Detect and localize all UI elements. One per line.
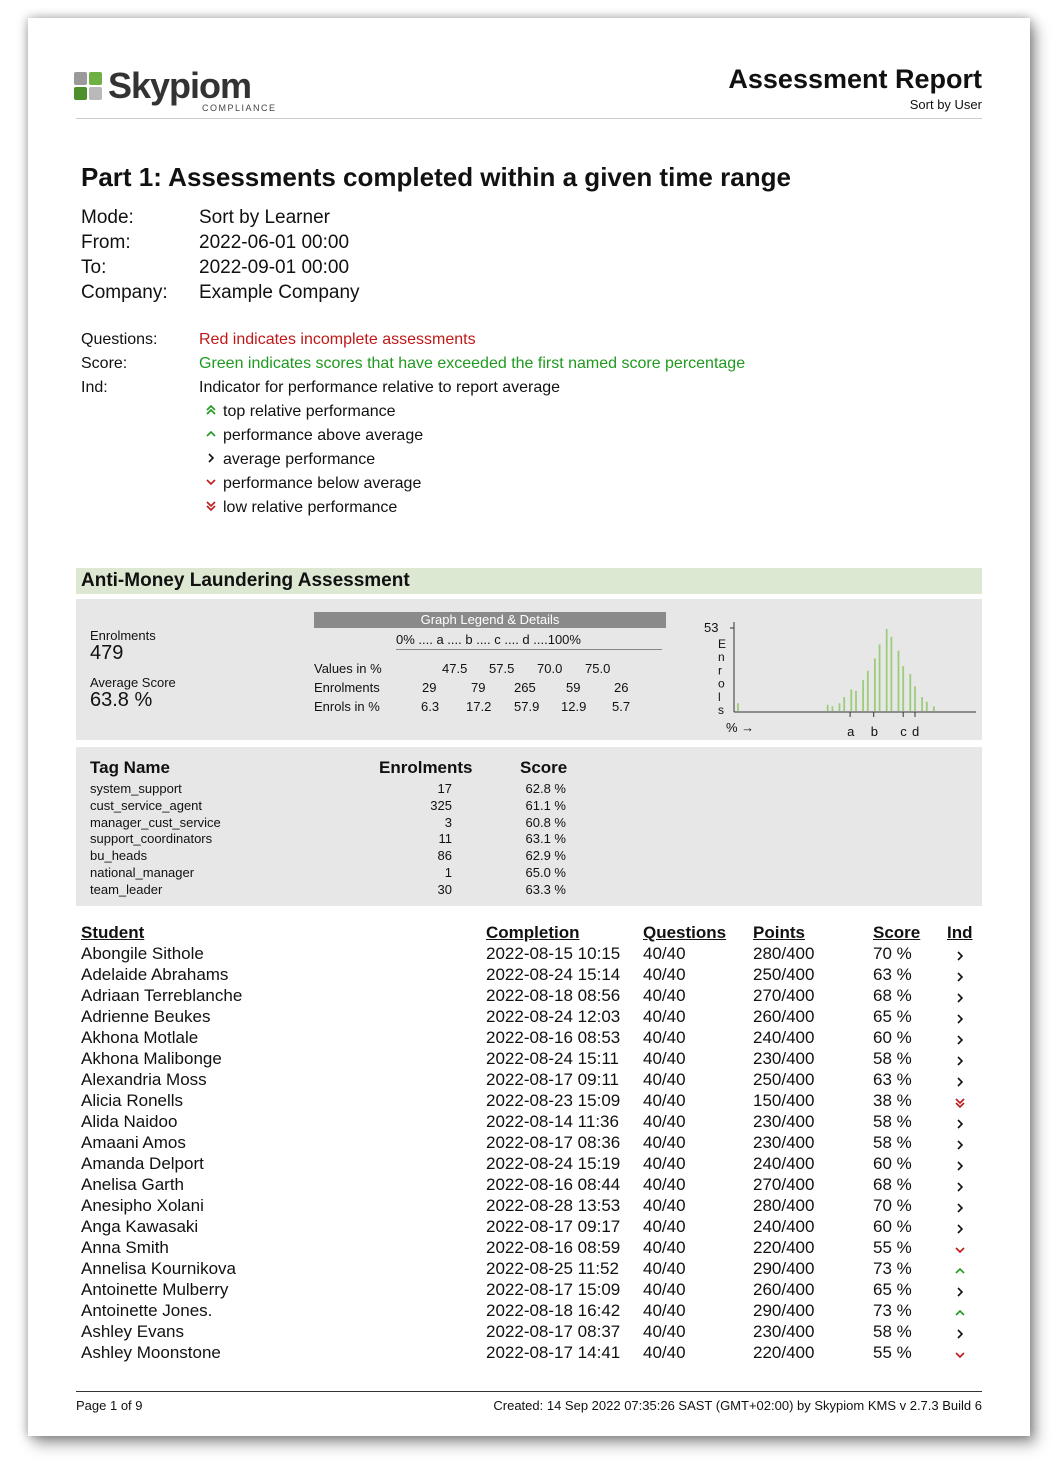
header-divider: [76, 118, 982, 119]
part-title: Part 1: Assessments completed within a given time range: [81, 162, 791, 192]
questions-value: 40/40: [643, 1196, 686, 1215]
completion-time: 2022-08-16 08:44: [486, 1175, 621, 1194]
completion-time: 2022-08-28 13:53: [486, 1196, 621, 1215]
score-value: 58 %: [873, 1322, 912, 1341]
completion-time: 2022-08-24 15:14: [486, 965, 621, 984]
assessment-title: Anti-Money Laundering Assessment: [81, 570, 410, 591]
points-value: 150/400: [753, 1091, 815, 1110]
avg-score-value: 63.8 %: [90, 689, 153, 711]
legend-cell: 17.2: [466, 699, 492, 714]
chart-marker-label: d: [912, 724, 920, 738]
col-header-score: Score: [873, 923, 921, 942]
chart-bar: [862, 680, 864, 711]
meta-row: [81, 232, 349, 254]
right-icon: [950, 1222, 970, 1239]
student-name: Adriaan Terreblanche: [81, 986, 243, 1005]
score-value: 60 %: [873, 1028, 912, 1047]
legend-row-label: Values in %: [314, 661, 382, 676]
chart-bar: [832, 706, 834, 711]
completion-time: 2022-08-25 11:52: [486, 1259, 619, 1278]
tag-enrolments: 1: [444, 865, 452, 880]
points-value: 220/400: [753, 1238, 815, 1257]
chart-bar: [898, 651, 900, 711]
questions-value: 40/40: [643, 1301, 686, 1320]
right-icon: [199, 452, 223, 467]
tag-name: manager_cust_service: [90, 814, 221, 830]
student-name: Annelisa Kournikova: [81, 1259, 236, 1278]
chart-marker-label: c: [900, 724, 907, 738]
down-icon: [199, 476, 223, 491]
score-value: 55 %: [873, 1343, 912, 1362]
indicator-row: [199, 427, 423, 445]
points-value: 230/400: [753, 1049, 815, 1068]
student-name: Ashley Moonstone: [81, 1343, 221, 1362]
legend-cell: 59: [566, 680, 581, 695]
tag-name: bu_heads: [90, 848, 148, 864]
right-icon: [950, 991, 970, 1008]
double-down-icon: [199, 500, 223, 515]
legend-value: Red indicates incomplete assessments: [199, 331, 476, 348]
legend-key: Score:: [81, 355, 128, 372]
score-value: 68 %: [873, 1175, 912, 1194]
legend-cell: 6.3: [421, 699, 440, 714]
brand-logo: [74, 65, 277, 113]
completion-time: 2022-08-24 15:19: [486, 1154, 621, 1173]
graph-legend-title: Graph Legend & Details: [314, 612, 666, 628]
indicator-row: [199, 403, 396, 421]
page-number: Page 1 of 9: [76, 1398, 143, 1413]
score-value: 65 %: [873, 1280, 912, 1299]
completion-time: 2022-08-17 08:37: [486, 1322, 621, 1341]
footer-divider: [76, 1391, 982, 1392]
right-icon: [950, 970, 970, 987]
legend-cell: 57.9: [514, 699, 540, 714]
questions-value: 40/40: [643, 1322, 686, 1341]
completion-time: 2022-08-17 14:41: [486, 1343, 621, 1362]
student-name: Adrienne Beukes: [81, 1007, 211, 1026]
down-icon: [950, 1348, 970, 1365]
up-icon: [950, 1264, 970, 1281]
tag-name: team_leader: [90, 881, 163, 897]
student-name: Ashley Evans: [81, 1322, 184, 1341]
points-value: 290/400: [753, 1259, 815, 1278]
student-name: Anesipho Xolani: [81, 1196, 204, 1215]
questions-value: 40/40: [643, 1133, 686, 1152]
score-value: 63 %: [873, 965, 912, 984]
points-value: 220/400: [753, 1343, 815, 1362]
chart-ylabel-letter: r: [718, 663, 722, 678]
score-value: 73 %: [873, 1301, 912, 1320]
legend-cell: 47.5: [442, 661, 468, 676]
legend-cell: 265: [514, 680, 536, 695]
tag-header-name: Tag Name: [90, 758, 170, 777]
points-value: 260/400: [753, 1280, 815, 1299]
questions-value: 40/40: [643, 965, 686, 984]
right-icon: [950, 1138, 970, 1155]
points-value: 290/400: [753, 1301, 815, 1320]
tag-name: cust_service_agent: [90, 797, 203, 813]
meta-key: Company:: [81, 282, 168, 303]
questions-value: 40/40: [643, 1112, 686, 1131]
legend-cell: 5.7: [612, 699, 631, 714]
report-page: [28, 18, 1030, 1436]
down-icon: [950, 1243, 970, 1260]
col-header-completion: Completion: [486, 923, 580, 942]
questions-value: 40/40: [643, 1007, 686, 1026]
indicator-row: [199, 499, 397, 517]
chart-marker-label: b: [870, 724, 878, 738]
legend-cell: 57.5: [489, 661, 515, 676]
logo-icon: [74, 72, 104, 106]
tag-score: 62.9 %: [525, 848, 566, 864]
chart-bar: [874, 658, 876, 711]
chart-ymax-label: 53: [704, 620, 719, 635]
meta-key: Mode:: [81, 207, 134, 228]
chart-xlabel: % →: [726, 720, 755, 735]
student-name: Anga Kawasaki: [81, 1217, 199, 1236]
tag-score: 60.8 %: [525, 814, 566, 830]
student-name: Abongile Sithole: [81, 944, 204, 963]
completion-time: 2022-08-23 15:09: [486, 1091, 621, 1110]
meta-value: Example Company: [199, 282, 360, 303]
student-name: Akhona Motlale: [81, 1028, 199, 1047]
legend-cell: 29: [422, 680, 437, 695]
meta-row: [81, 207, 330, 229]
points-value: 270/400: [753, 1175, 815, 1194]
chart-bar: [839, 703, 841, 711]
completion-time: 2022-08-16 08:59: [486, 1238, 621, 1257]
legend-row-label: Enrolments: [314, 680, 380, 695]
completion-time: 2022-08-24 12:03: [486, 1007, 621, 1026]
chart-bar: [914, 686, 916, 711]
student-name: Alexandria Moss: [81, 1070, 207, 1089]
student-name: Adelaide Abrahams: [81, 965, 229, 984]
completion-time: 2022-08-18 08:56: [486, 986, 621, 1005]
indicator-row: [199, 451, 375, 469]
tag-enrolments: 30: [437, 881, 452, 897]
score-value: 58 %: [873, 1049, 912, 1068]
meta-value: 2022-09-01 00:00: [199, 257, 350, 278]
legend-cell: 26: [614, 680, 629, 695]
score-value: 70 %: [873, 1196, 912, 1215]
points-value: 280/400: [753, 1196, 815, 1215]
questions-value: 40/40: [643, 1238, 686, 1257]
questions-value: 40/40: [643, 1091, 686, 1110]
chart-bar: [886, 629, 888, 711]
chart-ylabel-letter: E: [718, 637, 727, 651]
legend-cell: 70.0: [537, 661, 563, 676]
chart-ylabel-letter: o: [718, 676, 725, 691]
completion-time: 2022-08-15 10:15: [486, 944, 621, 963]
score-value: 73 %: [873, 1259, 912, 1278]
legend-cell: 75.0: [585, 661, 611, 676]
legend-row: [81, 355, 745, 373]
questions-value: 40/40: [643, 1343, 686, 1362]
tag-enrolments: 3: [444, 814, 452, 830]
points-value: 230/400: [753, 1133, 815, 1152]
points-value: 250/400: [753, 1070, 815, 1089]
student-name: Alida Naidoo: [81, 1112, 178, 1131]
points-value: 240/400: [753, 1154, 815, 1173]
tag-name: system_support: [90, 781, 182, 796]
student-name: Antoinette Mulberry: [81, 1280, 229, 1299]
legend-row: [81, 331, 476, 349]
double-down-icon: [950, 1096, 970, 1113]
col-header-student: Student: [81, 923, 145, 942]
right-icon: [950, 1159, 970, 1176]
tag-name: national_manager: [90, 865, 195, 880]
avg-score-label: Average Score: [90, 675, 176, 690]
right-icon: [950, 1075, 970, 1092]
questions-value: 40/40: [643, 1028, 686, 1047]
student-name: Anna Smith: [81, 1238, 169, 1257]
meta-row: [81, 282, 360, 304]
tag-enrolments: 86: [437, 848, 452, 864]
score-value: 58 %: [873, 1112, 912, 1131]
legend-row-label: Enrols in %: [314, 699, 380, 714]
up-icon: [950, 1306, 970, 1323]
meta-value: Sort by Learner: [199, 207, 330, 228]
legend-cell: 79: [471, 680, 486, 695]
completion-time: 2022-08-18 16:42: [486, 1301, 621, 1320]
right-icon: [950, 1285, 970, 1302]
questions-value: 40/40: [643, 1280, 686, 1299]
completion-time: 2022-08-17 15:09: [486, 1280, 621, 1299]
tag-score: 63.3 %: [525, 881, 566, 897]
tag-score: 63.1 %: [525, 831, 566, 847]
score-value: 58 %: [873, 1133, 912, 1152]
tag-enrolments: 17: [437, 781, 452, 796]
score-value: 60 %: [873, 1154, 912, 1173]
double-up-icon: [199, 404, 223, 419]
distribution-chart: [698, 602, 978, 738]
points-value: 250/400: [753, 965, 815, 984]
legend-key: Questions:: [81, 331, 158, 348]
col-header-points: Points: [753, 923, 805, 942]
right-icon: [950, 1180, 970, 1197]
brand-name: Skypiom: [108, 65, 252, 106]
questions-value: 40/40: [643, 1049, 686, 1068]
right-icon: [950, 1012, 970, 1029]
tag-score: 65.0 %: [525, 865, 566, 880]
up-icon: [199, 428, 223, 443]
chart-bar: [867, 671, 869, 711]
chart-bar: [827, 705, 829, 711]
student-name: Alicia Ronells: [81, 1091, 184, 1110]
indicator-label: performance below average: [223, 475, 422, 492]
indicator-label: top relative performance: [223, 403, 396, 420]
points-value: 230/400: [753, 1112, 815, 1131]
legend-row: [81, 379, 560, 397]
tag-enrolments: 11: [438, 831, 452, 847]
chart-bar: [850, 689, 852, 711]
enrolments-value: 479: [90, 642, 124, 664]
legend-value: Indicator for performance relative to report average: [199, 379, 561, 396]
chart-bar: [921, 697, 923, 711]
score-value: 63 %: [873, 1070, 912, 1089]
score-value: 70 %: [873, 944, 912, 963]
tag-score: 61.1 %: [525, 797, 566, 813]
legend-key: Ind:: [81, 379, 108, 396]
chart-bar: [879, 644, 881, 711]
right-icon: [950, 1201, 970, 1218]
score-value: 68 %: [873, 986, 912, 1005]
indicator-label: performance above average: [223, 427, 424, 444]
completion-time: 2022-08-16 08:53: [486, 1028, 621, 1047]
score-value: 38 %: [873, 1091, 912, 1110]
enrolments-label: Enrolments: [90, 628, 156, 643]
legend-scale: 0% .... a .... b .... c .... d ....100%: [396, 632, 581, 647]
tag-header-enrolments: Enrolments: [379, 758, 473, 777]
student-name: Antoinette Jones.: [81, 1301, 213, 1320]
meta-key: To:: [81, 257, 107, 278]
right-icon: [950, 1054, 970, 1071]
meta-key: From:: [81, 232, 131, 253]
questions-value: 40/40: [643, 1070, 686, 1089]
indicator-label: average performance: [223, 451, 376, 468]
report-title: Assessment Report: [728, 64, 982, 94]
chart-bar: [902, 666, 904, 711]
completion-time: 2022-08-17 08:36: [486, 1133, 621, 1152]
indicator-row: [199, 475, 421, 493]
chart-bar: [909, 674, 911, 711]
questions-value: 40/40: [643, 944, 686, 963]
chart-ylabel-letter: n: [718, 650, 725, 665]
legend-cell: 12.9: [561, 699, 587, 714]
completion-time: 2022-08-17 09:17: [486, 1217, 621, 1236]
right-icon: [950, 1327, 970, 1344]
score-value: 65 %: [873, 1007, 912, 1026]
chart-bar: [855, 691, 857, 711]
meta-value: 2022-06-01 00:00: [199, 232, 350, 253]
chart-bar: [926, 702, 928, 711]
legend-value: Green indicates scores that have exceeded the first named score percentage: [199, 355, 746, 372]
col-header-questions: Questions: [643, 923, 727, 942]
points-value: 230/400: [753, 1322, 815, 1341]
completion-time: 2022-08-14 11:36: [486, 1112, 619, 1131]
completion-time: 2022-08-24 15:11: [486, 1049, 619, 1068]
chart-bar: [933, 706, 935, 711]
chart-bar: [891, 637, 893, 711]
points-value: 240/400: [753, 1028, 815, 1047]
student-name: Anelisa Garth: [81, 1175, 184, 1194]
student-name: Akhona Malibonge: [81, 1049, 222, 1068]
right-icon: [950, 1117, 970, 1134]
questions-value: 40/40: [643, 1217, 686, 1236]
student-name: Amaani Amos: [81, 1133, 186, 1152]
tag-name: support_coordinators: [90, 831, 213, 847]
points-value: 280/400: [753, 944, 815, 963]
tag-enrolments: 325: [430, 797, 452, 813]
right-icon: [950, 949, 970, 966]
questions-value: 40/40: [643, 986, 686, 1005]
questions-value: 40/40: [643, 1154, 686, 1173]
score-value: 55 %: [873, 1238, 912, 1257]
meta-row: [81, 257, 349, 279]
indicator-label: low relative performance: [223, 499, 398, 516]
points-value: 240/400: [753, 1217, 815, 1236]
chart-bar: [843, 697, 845, 711]
tag-score: 62.8 %: [525, 781, 566, 796]
chart-bar: [737, 703, 739, 711]
legend-scale-rule: [396, 649, 662, 650]
points-value: 270/400: [753, 986, 815, 1005]
col-header-ind: Ind: [947, 923, 973, 942]
student-name: Amanda Delport: [81, 1154, 204, 1173]
chart-ylabel-letter: l: [718, 689, 721, 704]
brand-sub: COMPLIANCE: [202, 103, 277, 113]
report-subtitle: Sort by User: [909, 97, 982, 112]
score-value: 60 %: [873, 1217, 912, 1236]
created-info: Created: 14 Sep 2022 07:35:26 SAST (GMT+02:00) by Skypiom KMS v 2.7.3 Build 6: [493, 1398, 982, 1413]
completion-time: 2022-08-17 09:11: [486, 1070, 619, 1089]
chart-marker-label: a: [847, 724, 855, 738]
questions-value: 40/40: [643, 1175, 686, 1194]
right-icon: [950, 1033, 970, 1050]
tag-header-score: Score: [520, 758, 568, 777]
points-value: 260/400: [753, 1007, 815, 1026]
questions-value: 40/40: [643, 1259, 686, 1278]
chart-ylabel-letter: s: [718, 703, 724, 717]
